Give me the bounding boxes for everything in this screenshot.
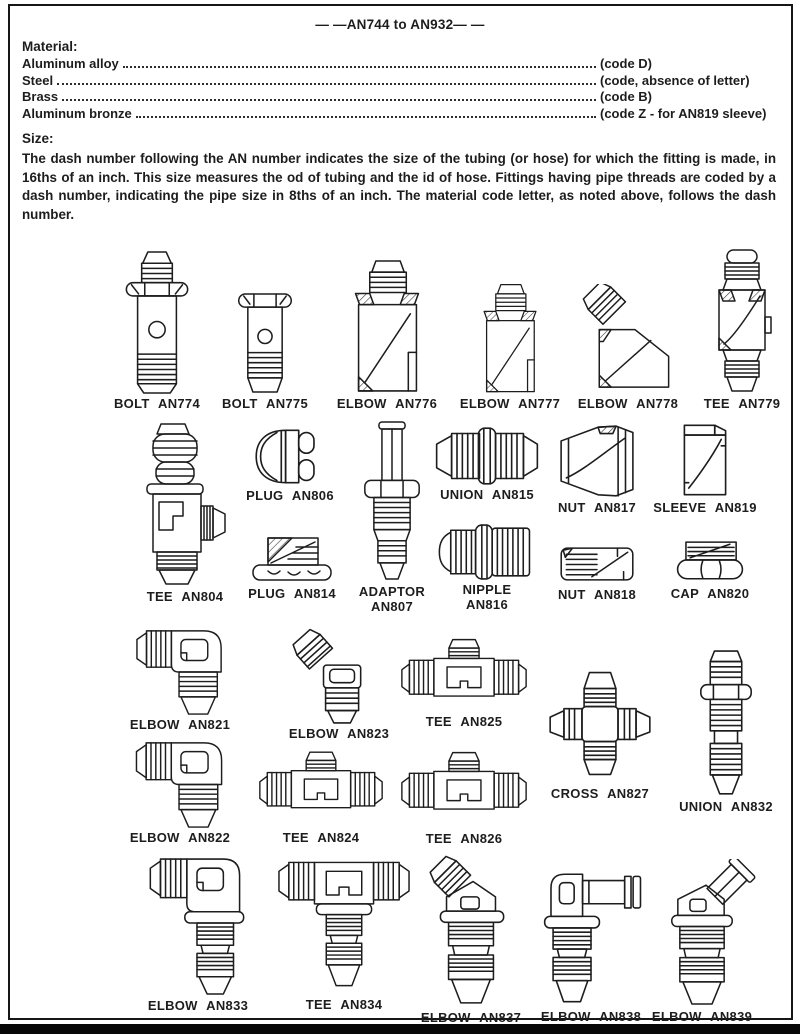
figure-an839 bbox=[642, 859, 762, 1025]
figure-label: ELBOW AN821 bbox=[129, 717, 231, 732]
figure-an825 bbox=[400, 634, 528, 730]
an824-tee-drawing bbox=[258, 742, 384, 829]
figure-label: NUT AN818 bbox=[557, 587, 636, 602]
material-list bbox=[22, 55, 776, 121]
material-row bbox=[22, 104, 776, 120]
an815-union-drawing bbox=[427, 426, 547, 486]
figure-an815 bbox=[427, 426, 547, 503]
scan-bottom-bar bbox=[0, 1024, 800, 1034]
material-heading: Material: bbox=[22, 39, 78, 54]
an816-nipple-drawing bbox=[427, 523, 547, 581]
figure-an814 bbox=[232, 535, 352, 602]
figure-an774 bbox=[97, 250, 217, 412]
figure-an804 bbox=[125, 422, 245, 605]
dot-leader bbox=[136, 116, 596, 118]
material-name: Aluminum bronze bbox=[22, 105, 132, 121]
figure-an824 bbox=[258, 742, 384, 846]
figure-an776 bbox=[327, 259, 447, 412]
an825-tee-drawing bbox=[400, 634, 528, 713]
figure-label: ELBOW AN776 bbox=[336, 396, 438, 411]
figure-label: TEE AN824 bbox=[282, 830, 360, 845]
an839-hose-elbow-45-drawing bbox=[642, 859, 762, 1008]
figure-label: ELBOW AN837 bbox=[420, 1010, 522, 1025]
an823-elbow-45-drawing bbox=[277, 628, 401, 725]
figure-label: TEE AN779 bbox=[703, 396, 781, 411]
material-row bbox=[22, 55, 776, 71]
figure-an827 bbox=[538, 662, 662, 802]
figure-an806 bbox=[230, 426, 350, 504]
figure-label: PLUG AN806 bbox=[246, 488, 334, 503]
an837-bulkhead-elbow-45-drawing bbox=[411, 854, 531, 1009]
figure-label: PLUG AN814 bbox=[248, 586, 336, 601]
an776-elbow-drawing bbox=[327, 259, 447, 395]
figure-an777 bbox=[450, 283, 570, 412]
material-code: (code D) bbox=[600, 56, 652, 72]
an779-tee-drawing bbox=[687, 247, 797, 395]
material-section bbox=[22, 39, 776, 121]
size-heading: Size: bbox=[22, 131, 54, 146]
figure-an817 bbox=[540, 423, 654, 516]
figure-label: TEE AN804 bbox=[146, 589, 224, 604]
an832-union-drawing bbox=[666, 649, 786, 798]
material-name: Aluminum alloy bbox=[22, 56, 119, 72]
an822-elbow-drawing bbox=[118, 740, 242, 829]
figure-label bbox=[427, 583, 547, 612]
an777-elbow-drawing bbox=[450, 283, 570, 395]
dot-leader bbox=[123, 66, 596, 68]
material-row bbox=[22, 71, 776, 87]
an833-bulkhead-elbow-drawing bbox=[136, 855, 260, 997]
figure-label: TEE AN834 bbox=[305, 997, 383, 1012]
an820-cap-drawing bbox=[653, 539, 767, 585]
dot-leader bbox=[57, 83, 596, 85]
figure-label: BOLT AN775 bbox=[221, 396, 308, 411]
size-paragraph: The dash number following the AN number indicates the size of the tubing (or hose) for which the fitting is made, in 16ths of an inch. This size measures the od of tubing and the id of hose. Fittings having pipe threads are coded by a dash number, indicating the pipe size in 8ths of an inch. The material code letter, as noted above, follows the dash number. bbox=[22, 151, 776, 222]
figure-an823 bbox=[277, 628, 401, 742]
an774-bolt-drawing bbox=[97, 250, 217, 395]
figure-label-line2: AN816 bbox=[466, 596, 508, 612]
an817-nut-drawing bbox=[540, 423, 654, 499]
page-title: — —AN744 to AN932— — bbox=[315, 17, 485, 32]
material-name: Brass bbox=[22, 89, 59, 105]
figure-an820 bbox=[653, 539, 767, 602]
figure-label-line1: ADAPTOR bbox=[358, 584, 426, 599]
an806-plug-drawing bbox=[230, 426, 350, 487]
figure-label: ELBOW AN823 bbox=[288, 726, 390, 741]
figure-an838 bbox=[531, 869, 651, 1025]
an819-sleeve-drawing bbox=[648, 422, 762, 499]
an818-nut-drawing bbox=[540, 541, 654, 586]
figure-label: ELBOW AN822 bbox=[129, 830, 231, 845]
figure-an837 bbox=[411, 854, 531, 1026]
an778-elbow-45-drawing bbox=[568, 284, 688, 395]
figure-an832 bbox=[666, 649, 786, 815]
figure-label: TEE AN825 bbox=[425, 714, 503, 729]
an775-bolt-drawing bbox=[205, 292, 325, 395]
material-code: (code, absence of letter) bbox=[600, 72, 750, 88]
figure-label: ELBOW AN833 bbox=[147, 998, 249, 1013]
dot-leader bbox=[62, 99, 596, 101]
figure-an818 bbox=[540, 541, 654, 603]
figure-label: CAP AN820 bbox=[670, 586, 750, 601]
an834-bulkhead-tee-drawing bbox=[277, 855, 411, 996]
figure-an816 bbox=[427, 523, 547, 612]
figure-label-line1: NIPPLE bbox=[462, 582, 512, 597]
figure-label: SLEEVE AN819 bbox=[653, 500, 757, 515]
figure-label: TEE AN826 bbox=[425, 831, 503, 846]
material-row bbox=[22, 88, 776, 104]
figure-label: ELBOW AN839 bbox=[651, 1009, 753, 1024]
an804-tee-drawing bbox=[125, 422, 245, 588]
figure-label: CROSS AN827 bbox=[550, 786, 650, 801]
an838-hose-elbow-drawing bbox=[531, 869, 651, 1008]
figure-an833 bbox=[136, 855, 260, 1014]
an827-cross-drawing bbox=[538, 662, 662, 785]
an814-plug-drawing bbox=[232, 535, 352, 585]
figure-an775 bbox=[205, 292, 325, 412]
figure-label: BOLT AN774 bbox=[113, 396, 200, 411]
figure-an834 bbox=[277, 855, 411, 1013]
an821-elbow-drawing bbox=[118, 628, 242, 716]
figure-label: ELBOW AN778 bbox=[577, 396, 679, 411]
figure-an826 bbox=[400, 743, 528, 847]
size-section bbox=[22, 131, 776, 224]
figure-label-line2: AN807 bbox=[371, 598, 413, 614]
figure-label: ELBOW AN777 bbox=[459, 396, 561, 411]
figure-label: ELBOW AN838 bbox=[540, 1009, 642, 1024]
figure-an779 bbox=[687, 247, 797, 412]
figure-an819 bbox=[648, 422, 762, 516]
figure-label: NUT AN817 bbox=[557, 500, 636, 515]
an826-tee-drawing bbox=[400, 743, 528, 830]
figure-label: UNION AN815 bbox=[440, 487, 534, 502]
figure-an821 bbox=[118, 628, 242, 733]
material-code: (code Z - for AN819 sleeve) bbox=[600, 105, 767, 121]
figure-label: UNION AN832 bbox=[679, 799, 773, 814]
figure-an822 bbox=[118, 740, 242, 846]
material-name: Steel bbox=[22, 72, 54, 88]
figure-an778 bbox=[568, 284, 688, 412]
material-code: (code B) bbox=[600, 89, 652, 105]
